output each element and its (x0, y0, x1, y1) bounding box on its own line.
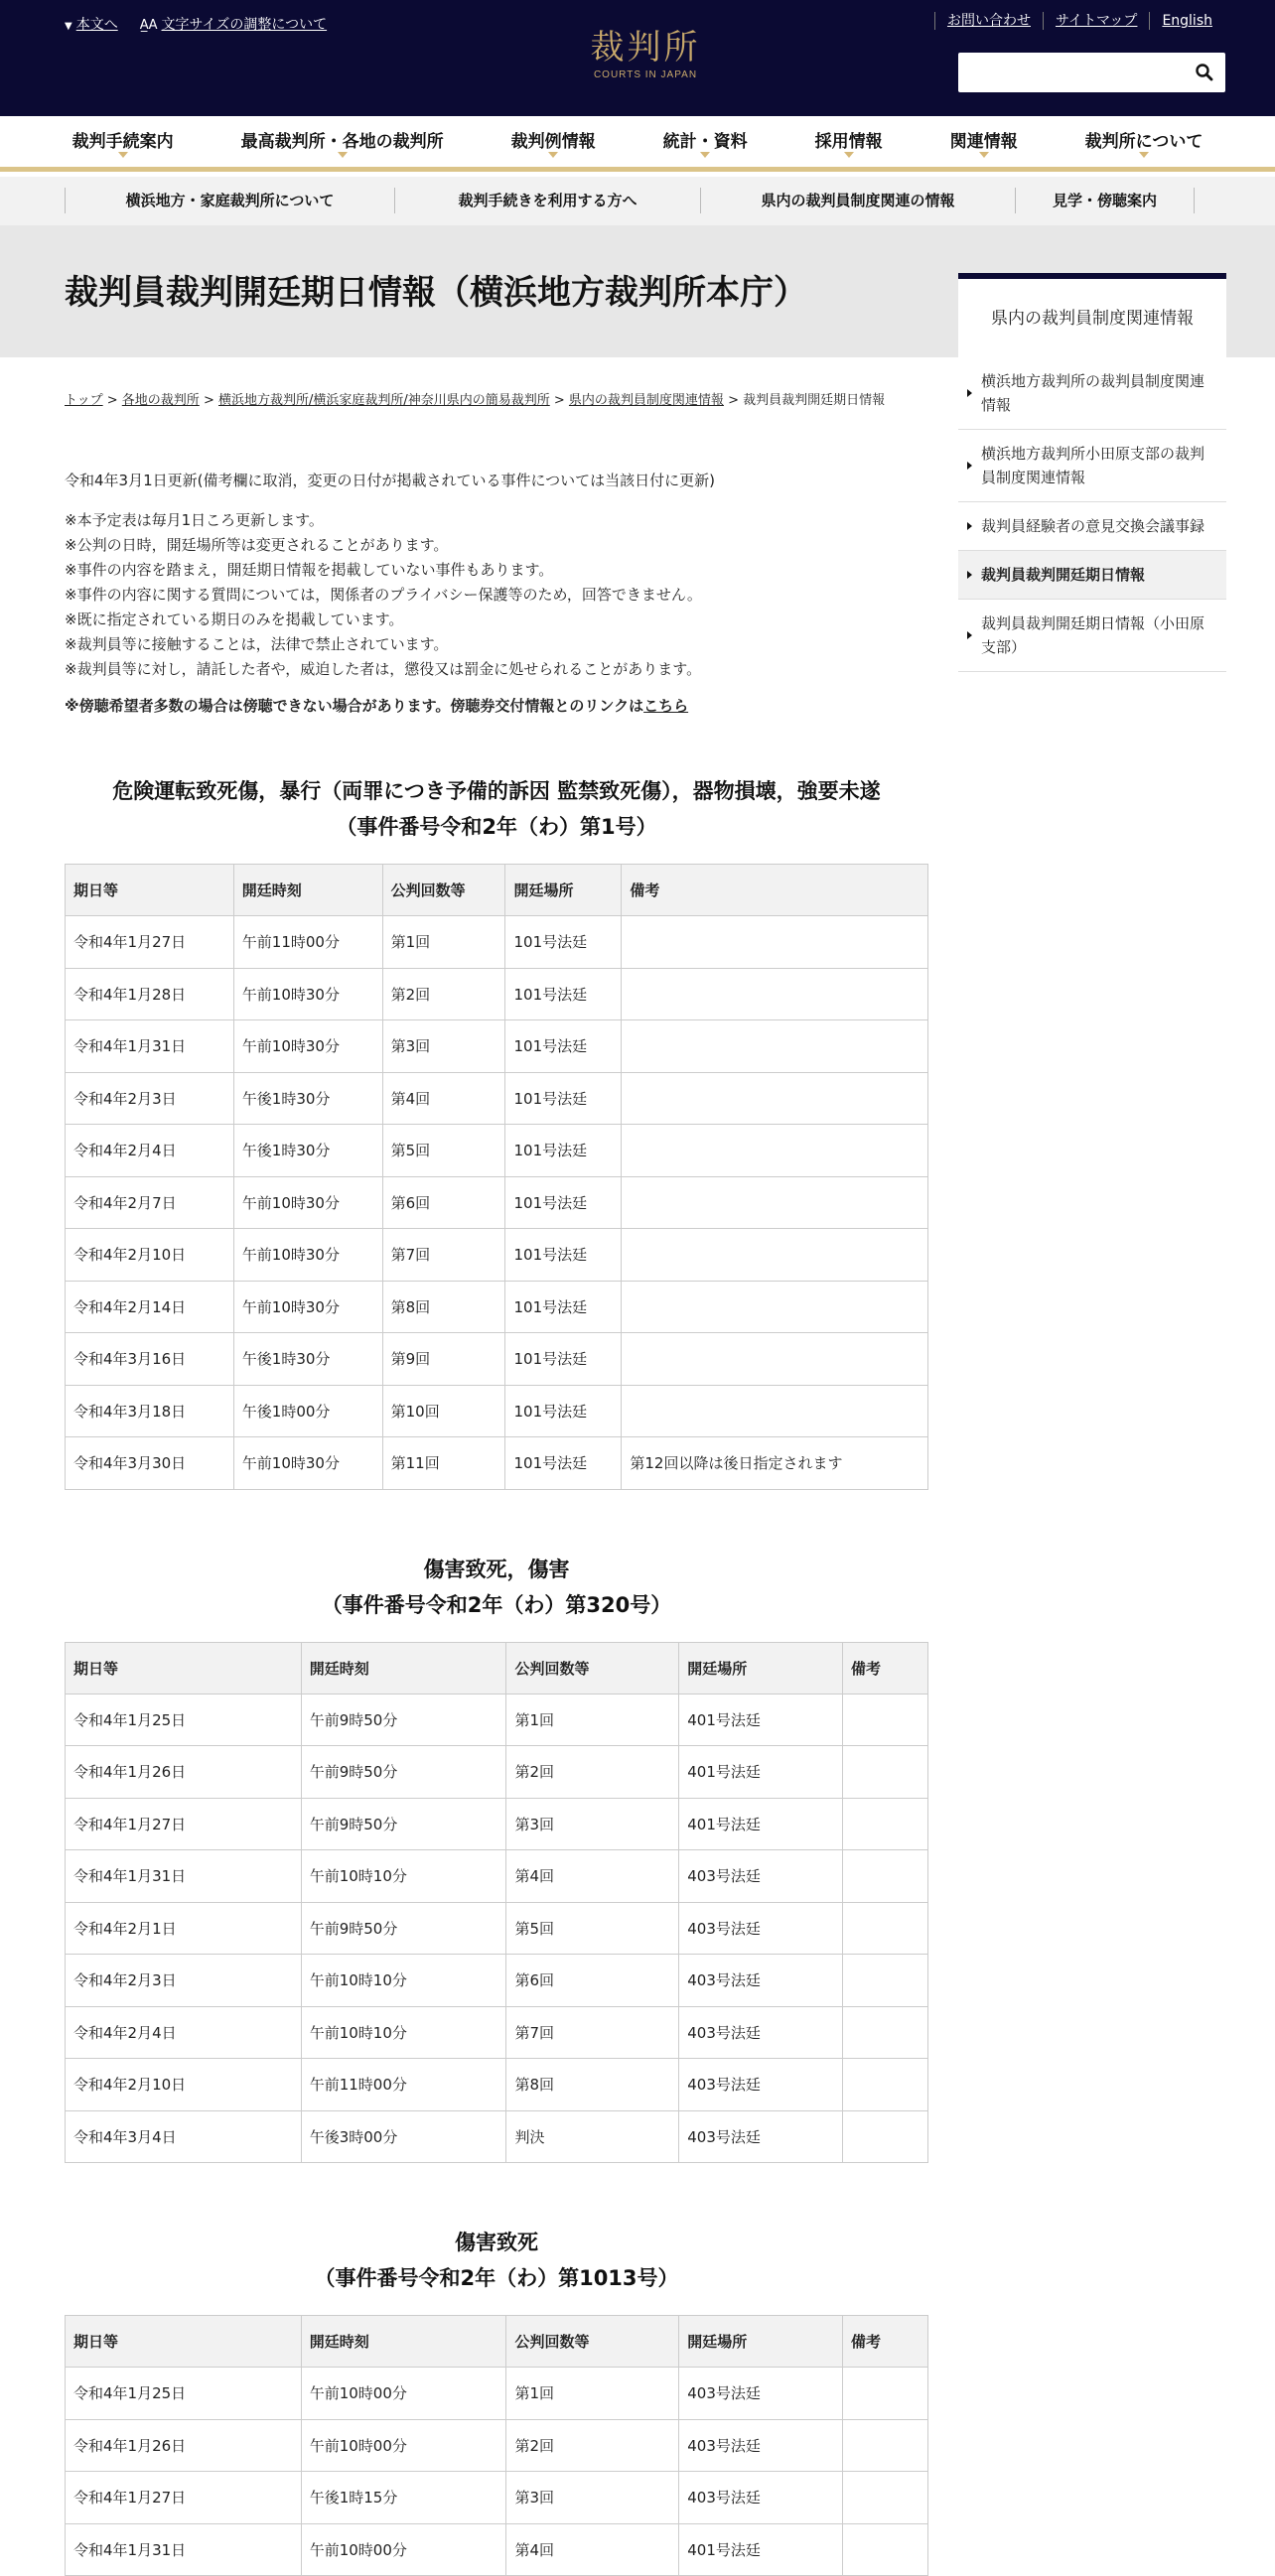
column-header: 期日等 (66, 2316, 302, 2368)
table-cell: 第4回 (506, 1850, 679, 1903)
table-cell (843, 1798, 928, 1850)
table-cell (843, 1850, 928, 1903)
table-cell: 令和4年2月4日 (66, 1125, 234, 1177)
table-cell (622, 1020, 928, 1073)
table-cell (843, 2472, 928, 2524)
page-title: 裁判員裁判開廷期日情報（横浜地方裁判所本庁） (65, 273, 807, 313)
sidebar (958, 273, 1226, 672)
table-cell: 午前9時50分 (301, 1902, 506, 1955)
case-section (65, 773, 928, 1490)
case-list (65, 773, 928, 2576)
table-cell: 令和4年3月18日 (66, 1385, 234, 1437)
table-cell: 令和4年1月26日 (66, 1746, 302, 1799)
table-cell: 午後1時30分 (233, 1125, 382, 1177)
breadcrumb-current: 裁判員裁判開廷期日情報 (743, 393, 886, 408)
column-header: 期日等 (66, 865, 234, 916)
table-cell: 第12回以降は後日指定されます (622, 1437, 928, 1490)
notes-list (65, 508, 928, 682)
skip-to-content-link[interactable]: ▼ 本文へ (65, 17, 118, 33)
table-cell: 午後3時00分 (301, 2110, 506, 2163)
subnav-item-lay-judge[interactable]: 県内の裁判員制度関連の情報 (700, 188, 1015, 213)
column-header: 開廷時刻 (301, 1642, 506, 1694)
table-cell (843, 1694, 928, 1746)
gnav-item-courts[interactable]: 最高裁判所・各地の裁判所 (241, 116, 444, 167)
table-cell: 第6回 (382, 1176, 505, 1229)
case-title (65, 773, 928, 845)
table-cell: 101号法廷 (505, 1385, 622, 1437)
chevron-down-icon (844, 152, 854, 158)
gnav-item-related[interactable]: 関連情報 (950, 116, 1018, 167)
table-cell: 令和4年1月31日 (66, 1020, 234, 1073)
column-header: 備考 (843, 2316, 928, 2368)
triangle-right-icon (967, 462, 972, 470)
table-cell: 午前10時00分 (301, 2523, 506, 2576)
table-row (66, 1281, 928, 1333)
table-cell: 403号法廷 (679, 1902, 843, 1955)
sidebar-item-schedule-odawara[interactable]: 裁判員裁判開廷期日情報（小田原支部） (958, 600, 1226, 672)
breadcrumb-link-lay-judge[interactable]: 県内の裁判員制度関連情報 (568, 393, 724, 408)
chevron-down-icon (548, 152, 558, 158)
column-header: 開廷時刻 (233, 865, 382, 916)
table-cell: 101号法廷 (505, 1176, 622, 1229)
table-cell: 令和4年3月16日 (66, 1333, 234, 1386)
subnav-item-tour[interactable]: 見学・傍聴案内 (1015, 188, 1195, 213)
table-header-row (66, 865, 928, 916)
table-cell: 403号法廷 (679, 2006, 843, 2059)
chevron-down-icon (118, 152, 128, 158)
chevron-down-icon (338, 152, 348, 158)
table-cell: 403号法廷 (679, 1955, 843, 2007)
table-cell: 第2回 (506, 2419, 679, 2472)
table-cell: 午前10時30分 (233, 1176, 382, 1229)
chevron-down-icon (700, 152, 710, 158)
search-icon[interactable] (1194, 62, 1215, 83)
table-row (66, 2523, 928, 2576)
table-cell: 午前9時50分 (301, 1798, 506, 1850)
table-cell: 第9回 (382, 1333, 505, 1386)
schedule-table (65, 1642, 928, 2164)
table-row (66, 1020, 928, 1073)
table-cell: 午前9時50分 (301, 1746, 506, 1799)
local-subnav (0, 177, 1275, 225)
table-cell: 午前11時00分 (233, 916, 382, 969)
main-content (65, 392, 928, 2576)
sidebar-item-odawara-info[interactable]: 横浜地方裁判所小田原支部の裁判員制度関連情報 (958, 430, 1226, 502)
table-row (66, 1385, 928, 1437)
table-cell (622, 916, 928, 969)
table-header-row (66, 1642, 928, 1694)
table-cell: 第10回 (382, 1385, 505, 1437)
breadcrumb: トップ > 各地の裁判所 > 横浜地方裁判所/横浜家庭裁判所/神奈川県内の簡易裁判所 > 県内の裁判員制度関連情報 > 裁判員裁判開廷期日情報 (65, 393, 886, 408)
triangle-down-icon: ▼ (65, 21, 72, 32)
table-cell: 101号法廷 (505, 1229, 622, 1282)
ticket-info-link[interactable]: こちら (643, 697, 689, 715)
gnav-item-about[interactable]: 裁判所について (1085, 116, 1204, 167)
table-cell (622, 968, 928, 1020)
table-row (66, 968, 928, 1020)
table-cell: 第4回 (382, 1072, 505, 1125)
table-cell (843, 2523, 928, 2576)
sidebar-item-yokohama-info[interactable]: 横浜地方裁判所の裁判員制度関連情報 (958, 357, 1226, 430)
table-cell (843, 1746, 928, 1799)
table-row (66, 1798, 928, 1850)
gallery-notice: ※傍聴希望者多数の場合は傍聴できない場合があります。傍聴券交付情報とのリンクはこちら (65, 697, 689, 715)
utility-links-right (934, 12, 1224, 30)
note-item: ※事件の内容に関する質問については，関係者のプライバシー保護等のため，回答できません。 (65, 586, 702, 604)
breadcrumb-link-courts[interactable]: 各地の裁判所 (121, 393, 200, 408)
table-row (66, 1333, 928, 1386)
table-cell: 第1回 (506, 1694, 679, 1746)
table-cell: 第2回 (506, 1746, 679, 1799)
table-cell: 午前10時00分 (301, 2368, 506, 2420)
table-cell (622, 1072, 928, 1125)
table-cell: 101号法廷 (505, 1281, 622, 1333)
gnav-item-procedures[interactable]: 裁判手続案内 (72, 116, 174, 167)
sidebar-heading: 県内の裁判員制度関連情報 (958, 273, 1226, 357)
triangle-right-icon (967, 571, 972, 579)
table-cell: 第6回 (506, 1955, 679, 2007)
table-cell: 令和4年1月26日 (66, 2419, 302, 2472)
case-section (65, 2225, 928, 2576)
table-cell: 403号法廷 (679, 2368, 843, 2420)
table-cell: 第4回 (506, 2523, 679, 2576)
triangle-right-icon (967, 389, 972, 397)
table-cell: 午前10時30分 (233, 1229, 382, 1282)
global-nav (0, 116, 1275, 172)
table-cell: 判決 (506, 2110, 679, 2163)
table-cell: 令和4年2月1日 (66, 1902, 302, 1955)
table-row (66, 1437, 928, 1490)
table-cell: 第3回 (506, 1798, 679, 1850)
sidebar-item-minutes[interactable]: 裁判員経験者の意見交換会議事録 (958, 502, 1226, 551)
table-cell: 午後1時30分 (233, 1072, 382, 1125)
table-cell: 午前10時30分 (233, 968, 382, 1020)
note-item: ※既に指定されている期日のみを掲載しています。 (65, 610, 404, 628)
logo-english: COURTS IN JAPAN (593, 69, 698, 80)
table-cell: 第5回 (382, 1125, 505, 1177)
breadcrumb-link-yokohama[interactable]: 横浜地方裁判所/横浜家庭裁判所/神奈川県内の簡易裁判所 (217, 393, 550, 408)
contact-link[interactable]: お問い合わせ (934, 12, 1043, 30)
table-cell: 令和4年1月31日 (66, 2523, 302, 2576)
table-cell: 第1回 (506, 2368, 679, 2420)
table-row (66, 2006, 928, 2059)
table-cell: 令和4年1月27日 (66, 1798, 302, 1850)
utility-links-left (65, 14, 327, 34)
table-cell (622, 1385, 928, 1437)
note-item: ※本予定表は毎月1日ころ更新します。 (65, 511, 324, 529)
table-cell: 第7回 (382, 1229, 505, 1282)
case-number: （事件番号令和2年（わ）第1号） (336, 815, 657, 839)
table-cell: 午前11時00分 (301, 2059, 506, 2111)
table-cell (622, 1229, 928, 1282)
case-title (65, 2225, 928, 2296)
table-cell: 401号法廷 (679, 1694, 843, 1746)
table-cell: 午後1時00分 (233, 1385, 382, 1437)
table-row (66, 2110, 928, 2163)
table-cell: 第3回 (506, 2472, 679, 2524)
column-header: 開廷場所 (505, 865, 622, 916)
case-charges: 傷害致死 (455, 2231, 538, 2254)
column-header: 開廷時刻 (301, 2316, 506, 2368)
table-cell: 午前10時30分 (233, 1437, 382, 1490)
gnav-item-statistics[interactable]: 統計・資料 (663, 116, 748, 167)
table-cell: 第11回 (382, 1437, 505, 1490)
table-cell: 午前10時10分 (301, 2006, 506, 2059)
column-header: 公判回数等 (506, 2316, 679, 2368)
table-cell (843, 2368, 928, 2420)
table-cell: 403号法廷 (679, 2059, 843, 2111)
sidebar-item-schedule[interactable]: 裁判員裁判開廷期日情報 (958, 551, 1226, 600)
table-cell: 令和4年3月4日 (66, 2110, 302, 2163)
subnav-item-about-court[interactable]: 横浜地方・家庭裁判所について (65, 188, 394, 213)
column-header: 開廷場所 (679, 2316, 843, 2368)
case-number: （事件番号令和2年（わ）第320号） (321, 1592, 672, 1617)
table-cell (843, 2006, 928, 2059)
table-cell: 午前10時30分 (233, 1020, 382, 1073)
table-cell: 101号法廷 (505, 968, 622, 1020)
subnav-item-procedures[interactable]: 裁判手続きを利用する方へ (394, 188, 700, 213)
table-cell: 午後1時30分 (233, 1333, 382, 1386)
triangle-right-icon (967, 631, 972, 639)
table-cell: 401号法廷 (679, 2523, 843, 2576)
breadcrumb-link-top[interactable]: トップ (65, 393, 103, 408)
table-cell: 午前10時30分 (233, 1281, 382, 1333)
note-item: ※事件の内容を踏まえ，開廷期日情報を掲載していない事件もあります。 (65, 561, 554, 579)
table-cell: 403号法廷 (679, 2419, 843, 2472)
table-cell: 令和4年1月25日 (66, 1694, 302, 1746)
table-cell: 午前10時00分 (301, 2419, 506, 2472)
table-cell: 第7回 (506, 2006, 679, 2059)
table-header-row (66, 2316, 928, 2368)
table-cell: 第8回 (382, 1281, 505, 1333)
table-cell: 令和4年1月27日 (66, 916, 234, 969)
column-header: 開廷場所 (679, 1642, 843, 1694)
table-cell: 令和4年2月10日 (66, 1229, 234, 1282)
table-row (66, 1746, 928, 1799)
case-number: （事件番号令和2年（わ）第1013号） (314, 2266, 679, 2290)
case-title (65, 1552, 928, 1623)
column-header: 公判回数等 (506, 1642, 679, 1694)
table-row (66, 916, 928, 969)
table-cell: 令和4年1月31日 (66, 1850, 302, 1903)
table-cell: 第1回 (382, 916, 505, 969)
table-cell: 午後1時15分 (301, 2472, 506, 2524)
table-cell (843, 1902, 928, 1955)
table-row (66, 1176, 928, 1229)
table-row (66, 1072, 928, 1125)
table-row (66, 2368, 928, 2420)
table-row (66, 2419, 928, 2472)
table-cell: 101号法廷 (505, 1020, 622, 1073)
note-item: ※裁判員等に対し，請託した者や，威迫した者は，懲役又は罰金に処せられることがあります。 (65, 660, 702, 678)
table-cell: 午前10時10分 (301, 1850, 506, 1903)
site-logo[interactable] (585, 28, 706, 80)
table-cell: 令和4年2月4日 (66, 2006, 302, 2059)
table-cell: 401号法廷 (679, 1798, 843, 1850)
table-cell (622, 1281, 928, 1333)
table-cell: 令和4年1月27日 (66, 2472, 302, 2524)
table-cell (843, 1955, 928, 2007)
search-input[interactable] (958, 53, 1225, 92)
table-cell: 令和4年2月7日 (66, 1176, 234, 1229)
table-cell (622, 1333, 928, 1386)
table-row (66, 2059, 928, 2111)
case-charges: 傷害致死，傷害 (423, 1557, 570, 1581)
column-header: 備考 (843, 1642, 928, 1694)
schedule-table (65, 864, 928, 1490)
chevron-down-icon (979, 152, 989, 158)
column-header: 期日等 (66, 1642, 302, 1694)
table-cell: 令和4年2月3日 (66, 1955, 302, 2007)
sitemap-link[interactable]: サイトマップ (1043, 12, 1149, 30)
table-cell: 101号法廷 (505, 916, 622, 969)
table-cell: 午前9時50分 (301, 1694, 506, 1746)
table-cell: 第5回 (506, 1902, 679, 1955)
table-row (66, 1125, 928, 1177)
font-size-icon: A̲A (139, 18, 158, 33)
table-cell: 401号法廷 (679, 1746, 843, 1799)
table-cell (843, 2059, 928, 2111)
column-header: 公判回数等 (382, 865, 505, 916)
english-link[interactable]: English (1149, 12, 1224, 30)
table-cell: 403号法廷 (679, 1850, 843, 1903)
site-header (0, 0, 1275, 116)
table-cell: 令和4年1月28日 (66, 968, 234, 1020)
table-cell: 101号法廷 (505, 1072, 622, 1125)
table-cell: 令和4年2月10日 (66, 2059, 302, 2111)
note-item: ※公判の日時，開廷場所等は変更されることがあります。 (65, 536, 449, 554)
table-cell: 101号法廷 (505, 1333, 622, 1386)
table-cell: 第2回 (382, 968, 505, 1020)
logo-text: 裁判所 (590, 28, 701, 68)
table-cell: 101号法廷 (505, 1125, 622, 1177)
table-row (66, 1694, 928, 1746)
chevron-down-icon (1139, 152, 1149, 158)
column-header: 備考 (622, 865, 928, 916)
gnav-item-recruitment[interactable]: 採用情報 (815, 116, 883, 167)
table-cell: 101号法廷 (505, 1437, 622, 1490)
table-row (66, 2472, 928, 2524)
table-cell: 403号法廷 (679, 2110, 843, 2163)
table-cell: 第3回 (382, 1020, 505, 1073)
font-size-link[interactable]: A̲A 文字サイズの調整について (139, 17, 328, 33)
table-cell (622, 1176, 928, 1229)
table-cell (843, 2419, 928, 2472)
table-row (66, 1229, 928, 1282)
gnav-item-case-law[interactable]: 裁判例情報 (511, 116, 596, 167)
table-cell: 403号法廷 (679, 2472, 843, 2524)
table-cell: 令和4年1月25日 (66, 2368, 302, 2420)
table-cell: 令和4年2月14日 (66, 1281, 234, 1333)
case-section (65, 1552, 928, 2164)
note-item: ※裁判員等に接触することは，法律で禁止されています。 (65, 635, 449, 653)
table-cell: 令和4年2月3日 (66, 1072, 234, 1125)
table-cell: 令和4年3月30日 (66, 1437, 234, 1490)
case-charges: 危険運転致死傷，暴行（両罪につき予備的訴因 監禁致死傷），器物損壊，強要未遂 (112, 779, 881, 803)
table-cell: 第8回 (506, 2059, 679, 2111)
triangle-right-icon (967, 522, 972, 530)
schedule-table (65, 2315, 928, 2576)
table-row (66, 1850, 928, 1903)
table-row (66, 1902, 928, 1955)
table-cell (622, 1125, 928, 1177)
update-note: 令和4年3月1日更新(備考欄に取消，変更の日付が掲載されている事件については当該日付に更新) (65, 472, 716, 489)
table-row (66, 1955, 928, 2007)
table-cell: 午前10時10分 (301, 1955, 506, 2007)
table-cell (843, 2110, 928, 2163)
